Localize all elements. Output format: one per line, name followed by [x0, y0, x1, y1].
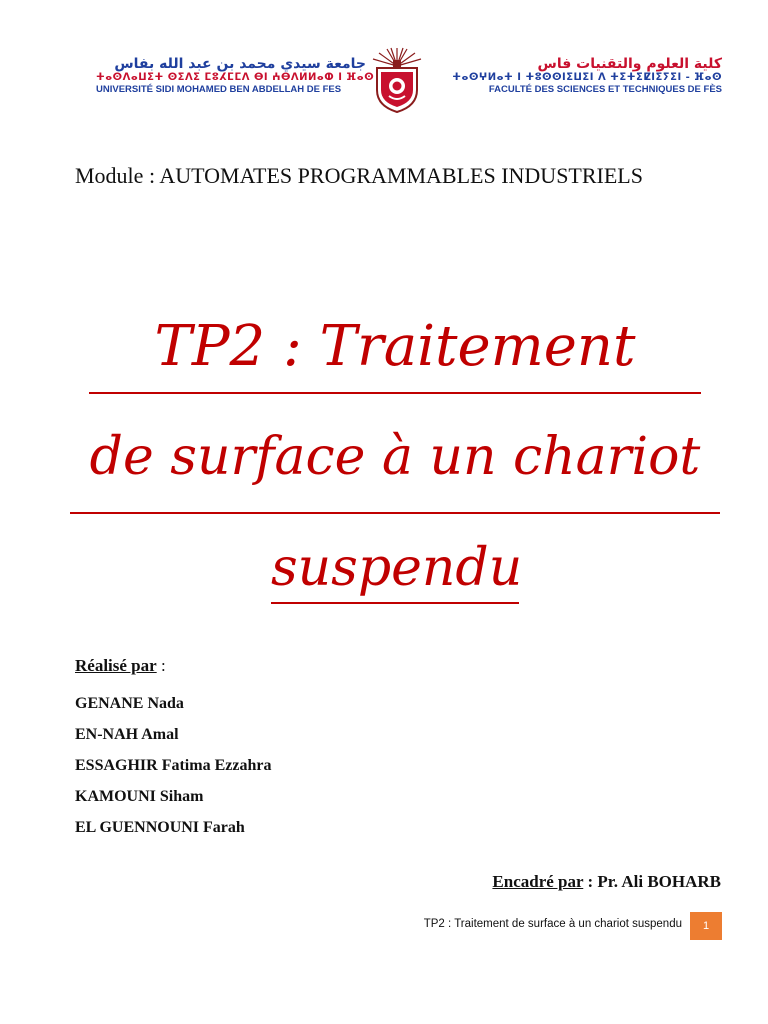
title-line-2: de surface à un chariot: [70, 424, 720, 514]
supervisor-line: [492, 872, 721, 892]
university-logo: [96, 56, 375, 96]
supervisor-name: : Pr. Ali BOHARB: [583, 872, 721, 891]
author-name: GENANE Nada: [75, 695, 184, 712]
document-title: [60, 312, 730, 604]
university-name-tifinagh: ⵜⴰⵙⴷⴰⵡⵉⵜ ⵙⵉⴷⵉ ⵎⵓⵃⵎⵎⴷ ⴱⵏ ⵄⴱⴷⵍⵍⴰⵀ ⵏ ⴼⴰⵙ: [96, 72, 375, 83]
page-number-badge: 1: [690, 912, 722, 940]
authors-heading: [75, 656, 166, 676]
faculty-logo: [440, 56, 722, 96]
university-name-french: UNIVERSITÉ SIDI MOHAMED BEN ABDELLAH DE FES: [96, 84, 342, 95]
university-name-arabic: جامعة سيدي محمد بن عبد الله بفاس: [114, 56, 366, 72]
faculty-name-french: FACULTÉ DES SCIENCES ET TECHNIQUES DE FÈS: [488, 84, 722, 95]
page-footer: [380, 912, 722, 940]
faculty-name-arabic: كلية العلوم والتقنيات فاس: [537, 56, 722, 72]
authors-colon: :: [156, 656, 166, 675]
authors-list: [75, 688, 271, 843]
author-name: EN-NAH Amal: [75, 726, 179, 743]
author-name: EL GUENNOUNI Farah: [75, 819, 245, 836]
author-name: ESSAGHIR Fatima Ezzahra: [75, 757, 272, 774]
module-heading: Module : AUTOMATES PROGRAMMABLES INDUSTRIELS: [75, 163, 643, 188]
title-line-1: TP2 : Traitement: [89, 312, 701, 394]
header: [0, 44, 768, 114]
footer-title: TP2 : Traitement de surface à un chariot suspendu: [423, 918, 682, 930]
faculty-name-tifinagh: ⵜⴰⵙⵖⵍⴰⵜ ⵏ ⵜⵓⵙⵙⵏⵉⵡⵉⵏ ⴷ ⵜⵉⵜⵉⵇⵏⵉⵢⵉⵏ - ⴼⴰⵙ: [452, 72, 722, 83]
author-name: KAMOUNI Siham: [75, 788, 204, 805]
supervisor-label: Encadré par: [492, 872, 584, 891]
title-line-3: suspendu: [271, 538, 519, 604]
authors-label: Réalisé par: [75, 656, 157, 675]
university-emblem-icon: [369, 46, 425, 114]
